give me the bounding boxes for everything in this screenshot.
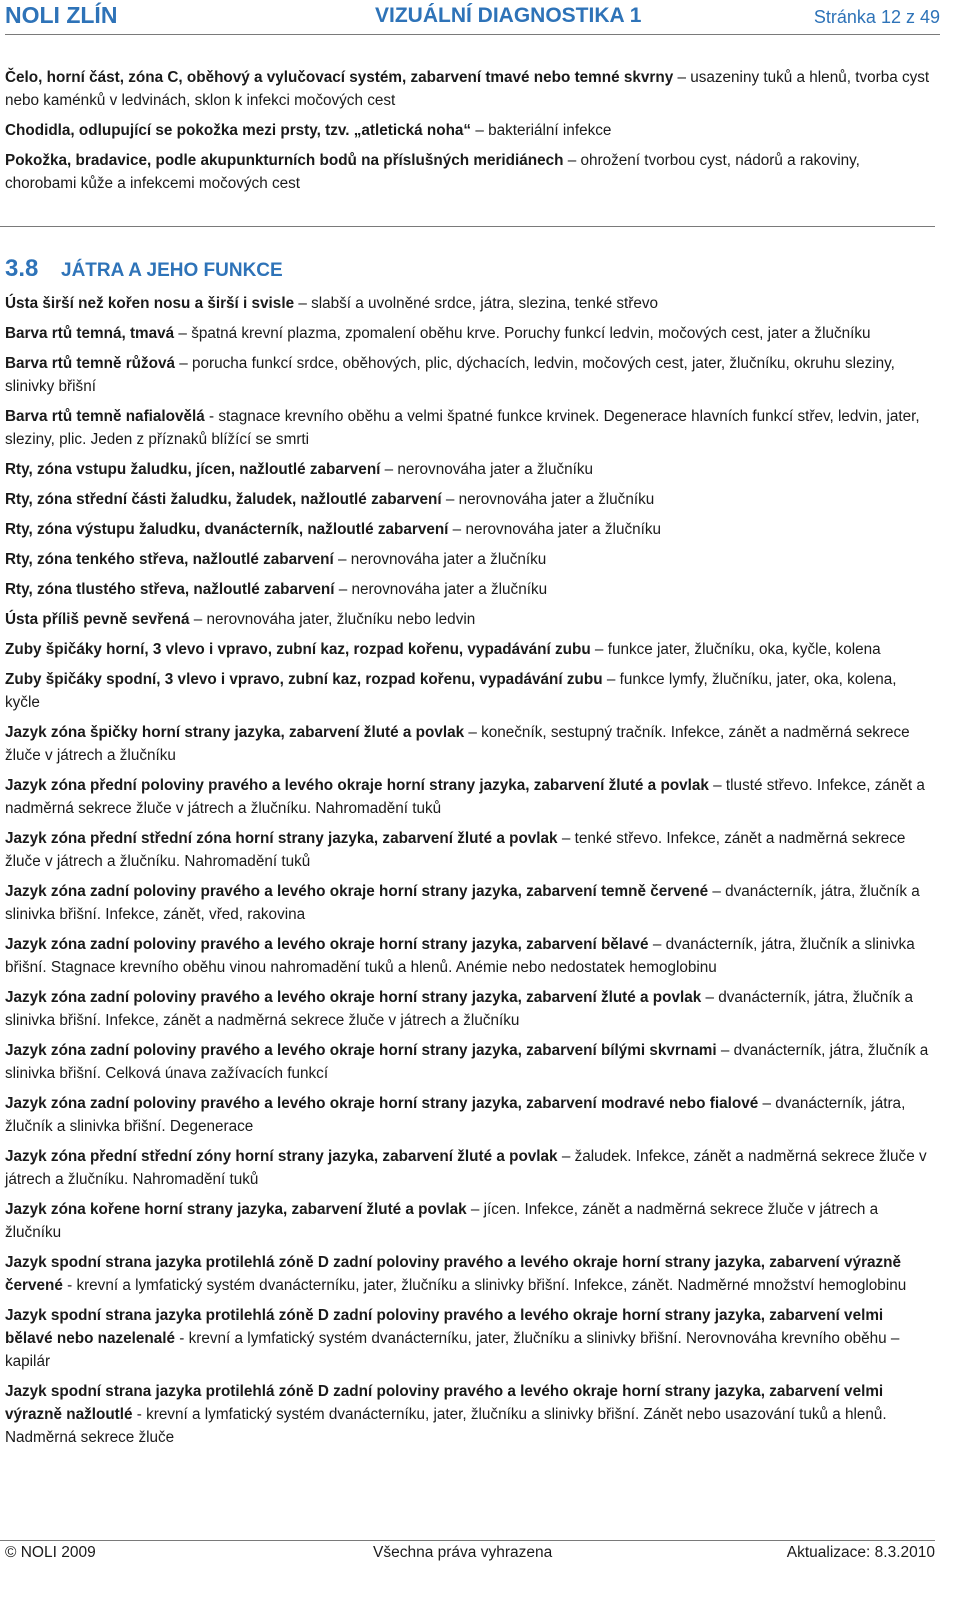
paragraph xyxy=(5,458,935,481)
paragraph-description: – žaludek. Infekce, zánět a nadměrná sekrece žluče v játrech a žlučníku. Nahromadění tuků xyxy=(5,1148,927,1188)
paragraph xyxy=(5,66,935,112)
paragraph xyxy=(5,668,935,714)
paragraph-term: Jazyk zóna špičky horní strany jazyka, zabarvení žluté a povlak xyxy=(5,724,465,741)
paragraph-term: Ústa příliš pevně sevřená xyxy=(5,611,190,628)
footer-updated: Aktualizace: 8.3.2010 xyxy=(786,1544,935,1561)
paragraph-term: Barva rtů temně nafialovělá xyxy=(5,408,205,425)
paragraph-term: Barva rtů temná, tmavá xyxy=(5,325,175,342)
paragraph xyxy=(5,322,935,345)
paragraph-description: – špatná krevní plazma, zpomalení oběhu krve. Poruchy funkcí ledvin, močových cest, jater a žlučníku xyxy=(174,325,871,342)
footer-rights: Všechna práva vyhrazena xyxy=(373,1544,553,1561)
paragraph-term: Pokožka, bradavice, podle akupunkturních bodů na příslušných meridiánech xyxy=(5,152,564,169)
header-brand: NOLI ZLÍN xyxy=(5,2,118,28)
footer-divider xyxy=(0,1540,935,1541)
paragraph xyxy=(5,608,935,631)
paragraph-description: – ohrožení tvorbou cyst, nádorů a rakoviny, chorobami kůže a infekcemi močových cest xyxy=(5,152,860,192)
paragraph xyxy=(5,721,935,767)
paragraph-description: – tenké střevo. Infekce, zánět a nadměrná sekrece žluče v játrech a žlučníku. Nahromadění tuků xyxy=(5,830,906,870)
paragraph xyxy=(5,1145,935,1191)
paragraph-term: Jazyk spodní strana jazyka protilehlá zóně D zadní poloviny pravého a levého okraje horní strany jazyka, zabarvení výrazně červené xyxy=(5,1254,902,1294)
paragraph xyxy=(5,405,935,451)
paragraph-term: Jazyk zóna přední střední zóny horní strany jazyka, zabarvení žluté a povlak xyxy=(5,1148,558,1165)
paragraph-description: - krevní a lymfatický systém dvanácterníku, jater, žlučníku a slinivky břišní. Nerovnováha krevního oběhu – kapilár xyxy=(5,1330,900,1370)
paragraph-term: Chodidla, odlupující se pokožka mezi prsty, tzv. „atletická noha“ xyxy=(5,122,472,139)
paragraph-term: Jazyk spodní strana jazyka protilehlá zóně D zadní poloviny pravého a levého okraje horní strany jazyka, zabarvení velmi výrazně nažloutlé xyxy=(5,1383,884,1423)
paragraph-term: Jazyk zóna zadní poloviny pravého a levého okraje horní strany jazyka, zabarvení modravé nebo fialové xyxy=(5,1095,759,1112)
paragraph-description: – nerovnováha jater a žlučníku xyxy=(334,581,548,598)
paragraph-term: Jazyk zóna zadní poloviny pravého a levého okraje horní strany jazyka, zabarvení bílými skvrnami xyxy=(5,1042,717,1059)
paragraph xyxy=(5,1198,935,1244)
paragraph xyxy=(5,827,935,873)
paragraph xyxy=(5,578,935,601)
paragraph-description: – nerovnováha jater a žlučníku xyxy=(448,521,662,538)
paragraph-description: – nerovnováha jater a žlučníku xyxy=(441,491,655,508)
paragraph-description: – konečník, sestupný tračník. Infekce, zánět a nadměrná sekrece žluče v játrech a žlučníku xyxy=(5,724,910,764)
paragraph-description: – funkce lymfy, žlučníku, jater, oka, kolena, kyčle xyxy=(5,671,897,711)
header-page-number: Stránka 12 z 49 xyxy=(813,7,940,27)
paragraph-description: – porucha funkcí srdce, oběhových, plic, dýchacích, ledvin, močových cest, jater, žlučníku, okruhu sleziny, slinivky břišní xyxy=(5,355,895,395)
paragraph-description: – bakteriální infekce xyxy=(471,122,612,139)
paragraph-term: Zuby špičáky horní, 3 vlevo i vpravo, zubní kaz, rozpad kořenu, vypadávání zubu xyxy=(5,641,591,658)
paragraph-description: – jícen. Infekce, zánět a nadměrná sekrece žluče v játrech a žlučníku xyxy=(5,1201,879,1241)
paragraph-description: – dvanácterník, játra, žlučník a slinivka břišní. Infekce, zánět, vřed, rakovina xyxy=(5,883,920,923)
paragraph-term: Rty, zóna vstupu žaludku, jícen, nažloutlé zabarvení xyxy=(5,461,381,478)
paragraph xyxy=(5,638,935,661)
paragraph-term: Rty, zóna tlustého střeva, nažloutlé zabarvení xyxy=(5,581,335,598)
paragraph-term: Barva rtů temně růžová xyxy=(5,355,176,372)
paragraph xyxy=(5,774,935,820)
paragraph-description: – dvanácterník, játra, žlučník a slinivka břišní. Stagnace krevního oběhu vinou nahromadění tuků a hlenů. Anémie nebo nedostatek hemoglobinu xyxy=(5,936,915,976)
paragraph xyxy=(5,149,935,195)
paragraph-term: Jazyk zóna zadní poloviny pravého a levého okraje horní strany jazyka, zabarvení bělavé xyxy=(5,936,649,953)
paragraph-term: Čelo, horní část, zóna C, oběhový a vylučovací systém, zabarvení tmavé nebo temné skvrny xyxy=(5,69,674,86)
header-document-title: VIZUÁLNÍ DIAGNOSTIKA 1 xyxy=(375,4,642,27)
paragraph-description: – dvanácterník, játra, žlučník a slinivka břišní. Infekce, zánět a nadměrná sekrece žluče v játrech a žlučníku xyxy=(5,989,913,1029)
paragraph-term: Rty, zóna střední části žaludku, žaludek, nažloutlé zabarvení xyxy=(5,491,442,508)
page-footer xyxy=(5,1544,935,1570)
paragraph-description: – dvanácterník, játra, žlučník a slinivka břišní. Celková únava zažívacích funkcí xyxy=(5,1042,929,1082)
paragraph-term: Jazyk zóna zadní poloviny pravého a levého okraje horní strany jazyka, zabarvení temně červené xyxy=(5,883,709,900)
paragraph-term: Rty, zóna výstupu žaludku, dvanácterník, nažloutlé zabarvení xyxy=(5,521,449,538)
section-heading xyxy=(5,255,935,283)
paragraph-term: Zuby špičáky spodní, 3 vlevo i vpravo, zubní kaz, rozpad kořenu, vypadávání zubu xyxy=(5,671,603,688)
paragraph xyxy=(5,933,935,979)
page-header xyxy=(5,0,940,35)
paragraph xyxy=(5,548,935,571)
paragraph xyxy=(5,880,935,926)
paragraph xyxy=(5,518,935,541)
section-number: 3.8 xyxy=(5,255,39,282)
paragraph-term: Jazyk zóna přední střední zóna horní strany jazyka, zabarvení žluté a povlak xyxy=(5,830,558,847)
paragraph-term: Jazyk spodní strana jazyka protilehlá zóně D zadní poloviny pravého a levého okraje horní strany jazyka, zabarvení velmi bělavé nebo nazelenalé xyxy=(5,1307,884,1347)
paragraph xyxy=(5,1251,935,1297)
paragraph-description: – nerovnováha jater a žlučníku xyxy=(333,551,547,568)
paragraph xyxy=(5,119,935,142)
paragraph-description: – nerovnováha jater, žlučníku nebo ledvin xyxy=(189,611,476,628)
paragraph xyxy=(5,1039,935,1085)
paragraph-description: – dvanácterník, játra, žlučník a slinivka břišní. Degenerace xyxy=(5,1095,906,1135)
paragraph xyxy=(5,352,935,398)
section-content xyxy=(5,292,935,1456)
section-divider xyxy=(0,226,935,227)
section-title: JÁTRA A JEHO FUNKCE xyxy=(61,260,283,281)
paragraph-description: – usazeniny tuků a hlenů, tvorba cyst nebo kaménků v ledvinách, sklon k infekci močových cest xyxy=(5,69,930,109)
paragraph-description: - stagnace krevního oběhu a velmi špatné funkce krvinek. Degenerace hlavních funkcí střev, ledvin, jater, sleziny, plic. Jeden z příznaků blížící se smrti xyxy=(5,408,920,448)
paragraph-description: – funkce jater, žlučníku, oka, kyčle, kolena xyxy=(590,641,881,658)
paragraph xyxy=(5,1092,935,1138)
paragraph-term: Jazyk zóna přední poloviny pravého a levého okraje horní strany jazyka, zabarvení žluté a povlak xyxy=(5,777,709,794)
paragraph xyxy=(5,292,935,315)
paragraph-description: - krevní a lymfatický systém dvanácterníku, jater, žlučníku a slinivky břišní. Zánět nebo usazování tuků a hlenů. Nadměrná sekrece žluče xyxy=(5,1406,887,1446)
paragraph-term: Rty, zóna tenkého střeva, nažloutlé zabarvení xyxy=(5,551,334,568)
footer-copyright: © NOLI 2009 xyxy=(5,1544,96,1561)
paragraph-description: – slabší a uvolněné srdce, játra, slezina, tenké střevo xyxy=(294,295,658,312)
paragraph xyxy=(5,1304,935,1373)
paragraph-term: Jazyk zóna kořene horní strany jazyka, zabarvení žluté a povlak xyxy=(5,1201,467,1218)
paragraph xyxy=(5,488,935,511)
paragraph xyxy=(5,1380,935,1449)
paragraph-description: - krevní a lymfatický systém dvanácterníku, jater, žlučníku a slinivky břišní. Infekce, zánět. Nadměrné množství hemoglobinu xyxy=(62,1277,907,1294)
paragraph-description: – tlusté střevo. Infekce, zánět a nadměrná sekrece žluče v játrech a žlučníku. Nahromadění tuků xyxy=(5,777,925,817)
paragraph-description: – nerovnováha jater a žlučníku xyxy=(380,461,594,478)
paragraph-term: Jazyk zóna zadní poloviny pravého a levého okraje horní strany jazyka, zabarvení žluté a povlak xyxy=(5,989,702,1006)
paragraph-term: Ústa širší než kořen nosu a širší i svisle xyxy=(5,295,295,312)
paragraph xyxy=(5,986,935,1032)
intro-content xyxy=(5,66,935,202)
